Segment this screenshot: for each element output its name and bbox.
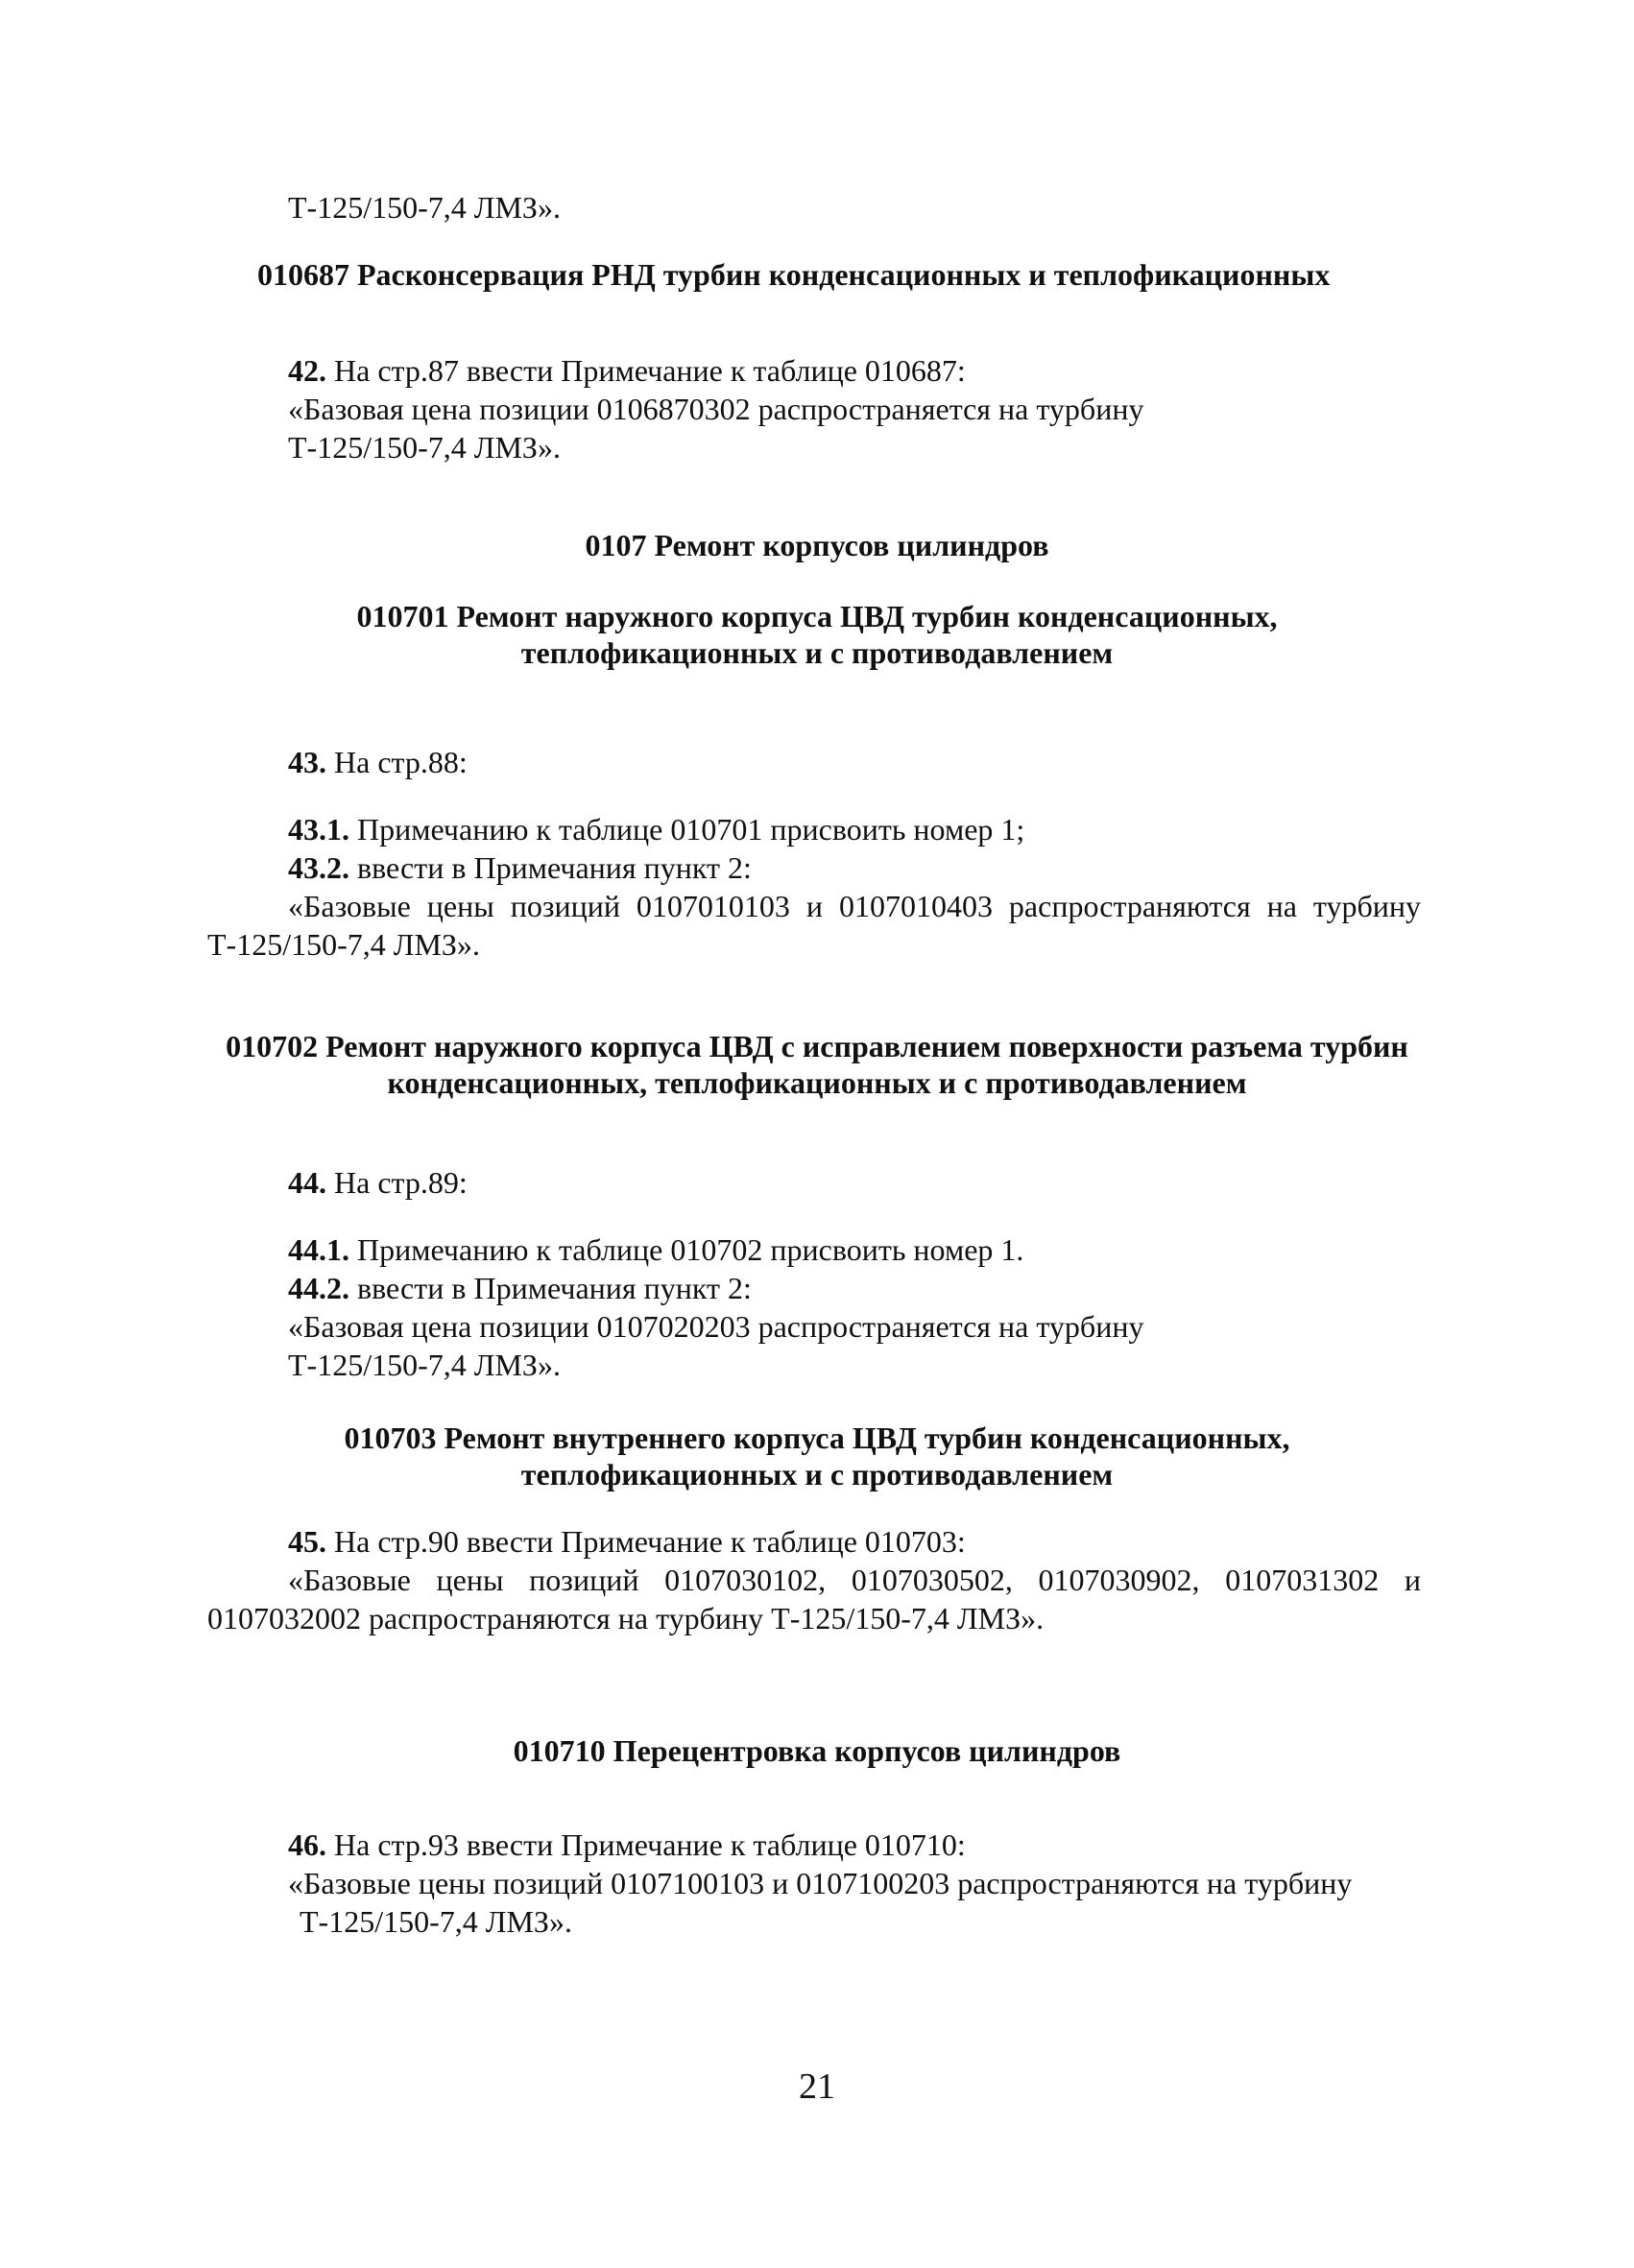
item-number: 43.1. (288, 812, 349, 847)
paragraph-44 (288, 1163, 468, 1202)
item-text: Примечанию к таблице 010702 присвоить номер 1. (349, 1232, 1024, 1267)
paragraph-43-2-quote: «Базовые цены позиций 0107010103 и 0107010403 распространяются на турбину (288, 889, 1421, 923)
paragraph-42 (288, 351, 966, 390)
section-heading-010701-line1: 010701 Ремонт наружного корпуса ЦВД турбин конденсационных, (356, 599, 1278, 633)
continuation-line: Т-125/150-7,4 ЛМЗ». (288, 190, 561, 225)
item-number: 44. (288, 1165, 326, 1200)
paragraph-45-quote-end: 0107032002 распространяются на турбину Т-125/150-7,4 ЛМЗ». (207, 1601, 1045, 1635)
paragraph-44-1 (288, 1230, 1023, 1269)
item-number: 43. (288, 745, 326, 779)
paragraph-46 (288, 1826, 966, 1864)
section-heading-0107: 0107 Ремонт корпусов цилиндров (585, 528, 1049, 562)
item-number: 44.1. (288, 1232, 349, 1267)
item-text: На стр.89: (326, 1165, 468, 1200)
section-heading-010703-line1: 010703 Ремонт внутреннего корпуса ЦВД турбин конденсационных, (344, 1420, 1290, 1455)
item-text: Примечанию к таблице 010701 присвоить номер 1; (349, 812, 1025, 847)
paragraph-43-2 (288, 848, 752, 887)
paragraph-44-2 (288, 1269, 752, 1307)
item-number: 43.2. (288, 850, 349, 885)
item-number: 45. (288, 1524, 326, 1559)
paragraph-42-quote: «Базовая цена позиции 0106870302 распространяется на турбину (288, 392, 1144, 426)
item-text: ввести в Примечания пункт 2: (349, 1271, 752, 1305)
section-heading-010710: 010710 Перецентровка корпусов цилиндров (513, 1733, 1121, 1768)
item-text: ввести в Примечания пункт 2: (349, 850, 752, 885)
section-heading-010687: 010687 Расконсервация РНД турбин конденсационных и теплофикационных (257, 257, 1331, 292)
paragraph-45 (288, 1522, 966, 1561)
item-text: На стр.90 ввести Примечание к таблице 010703: (326, 1524, 966, 1559)
section-heading-010701-line2: теплофикационных и с противодавлением (520, 635, 1114, 670)
paragraph-44-2-quote: «Базовая цена позиции 0107020203 распространяется на турбину (288, 1309, 1144, 1344)
item-number: 46. (288, 1827, 326, 1862)
item-number: 44.2. (288, 1271, 349, 1305)
paragraph-46-quote-end: Т-125/150-7,4 ЛМЗ». (300, 1904, 572, 1939)
item-number: 42. (288, 353, 326, 388)
item-text: На стр.88: (326, 745, 468, 779)
item-text: На стр.87 ввести Примечание к таблице 010687: (326, 353, 966, 388)
paragraph-46-quote: «Базовые цены позиций 0107100103 и 0107100203 распространяются на турбину (288, 1866, 1353, 1900)
section-heading-010702-line1: 010702 Ремонт наружного корпуса ЦВД с исправлением поверхности разъема турбин (226, 1029, 1408, 1063)
paragraph-43-1 (288, 810, 1024, 848)
section-heading-010703-line2: теплофикационных и с противодавлением (520, 1457, 1114, 1492)
section-heading-010702-line2: конденсационных, теплофикационных и с противодавлением (387, 1065, 1247, 1100)
paragraph-42-quote-end: Т-125/150-7,4 ЛМЗ». (288, 430, 561, 465)
paragraph-44-2-quote-end: Т-125/150-7,4 ЛМЗ». (288, 1348, 561, 1382)
paragraph-45-quote: «Базовые цены позиций 0107030102, 0107030502, 0107030902, 0107031302 и (288, 1563, 1421, 1597)
paragraph-43 (288, 743, 468, 781)
paragraph-43-2-quote-end: Т-125/150-7,4 ЛМЗ». (207, 927, 480, 962)
item-text: На стр.93 ввести Примечание к таблице 010710: (326, 1827, 966, 1862)
page-number: 21 (799, 2066, 835, 2107)
